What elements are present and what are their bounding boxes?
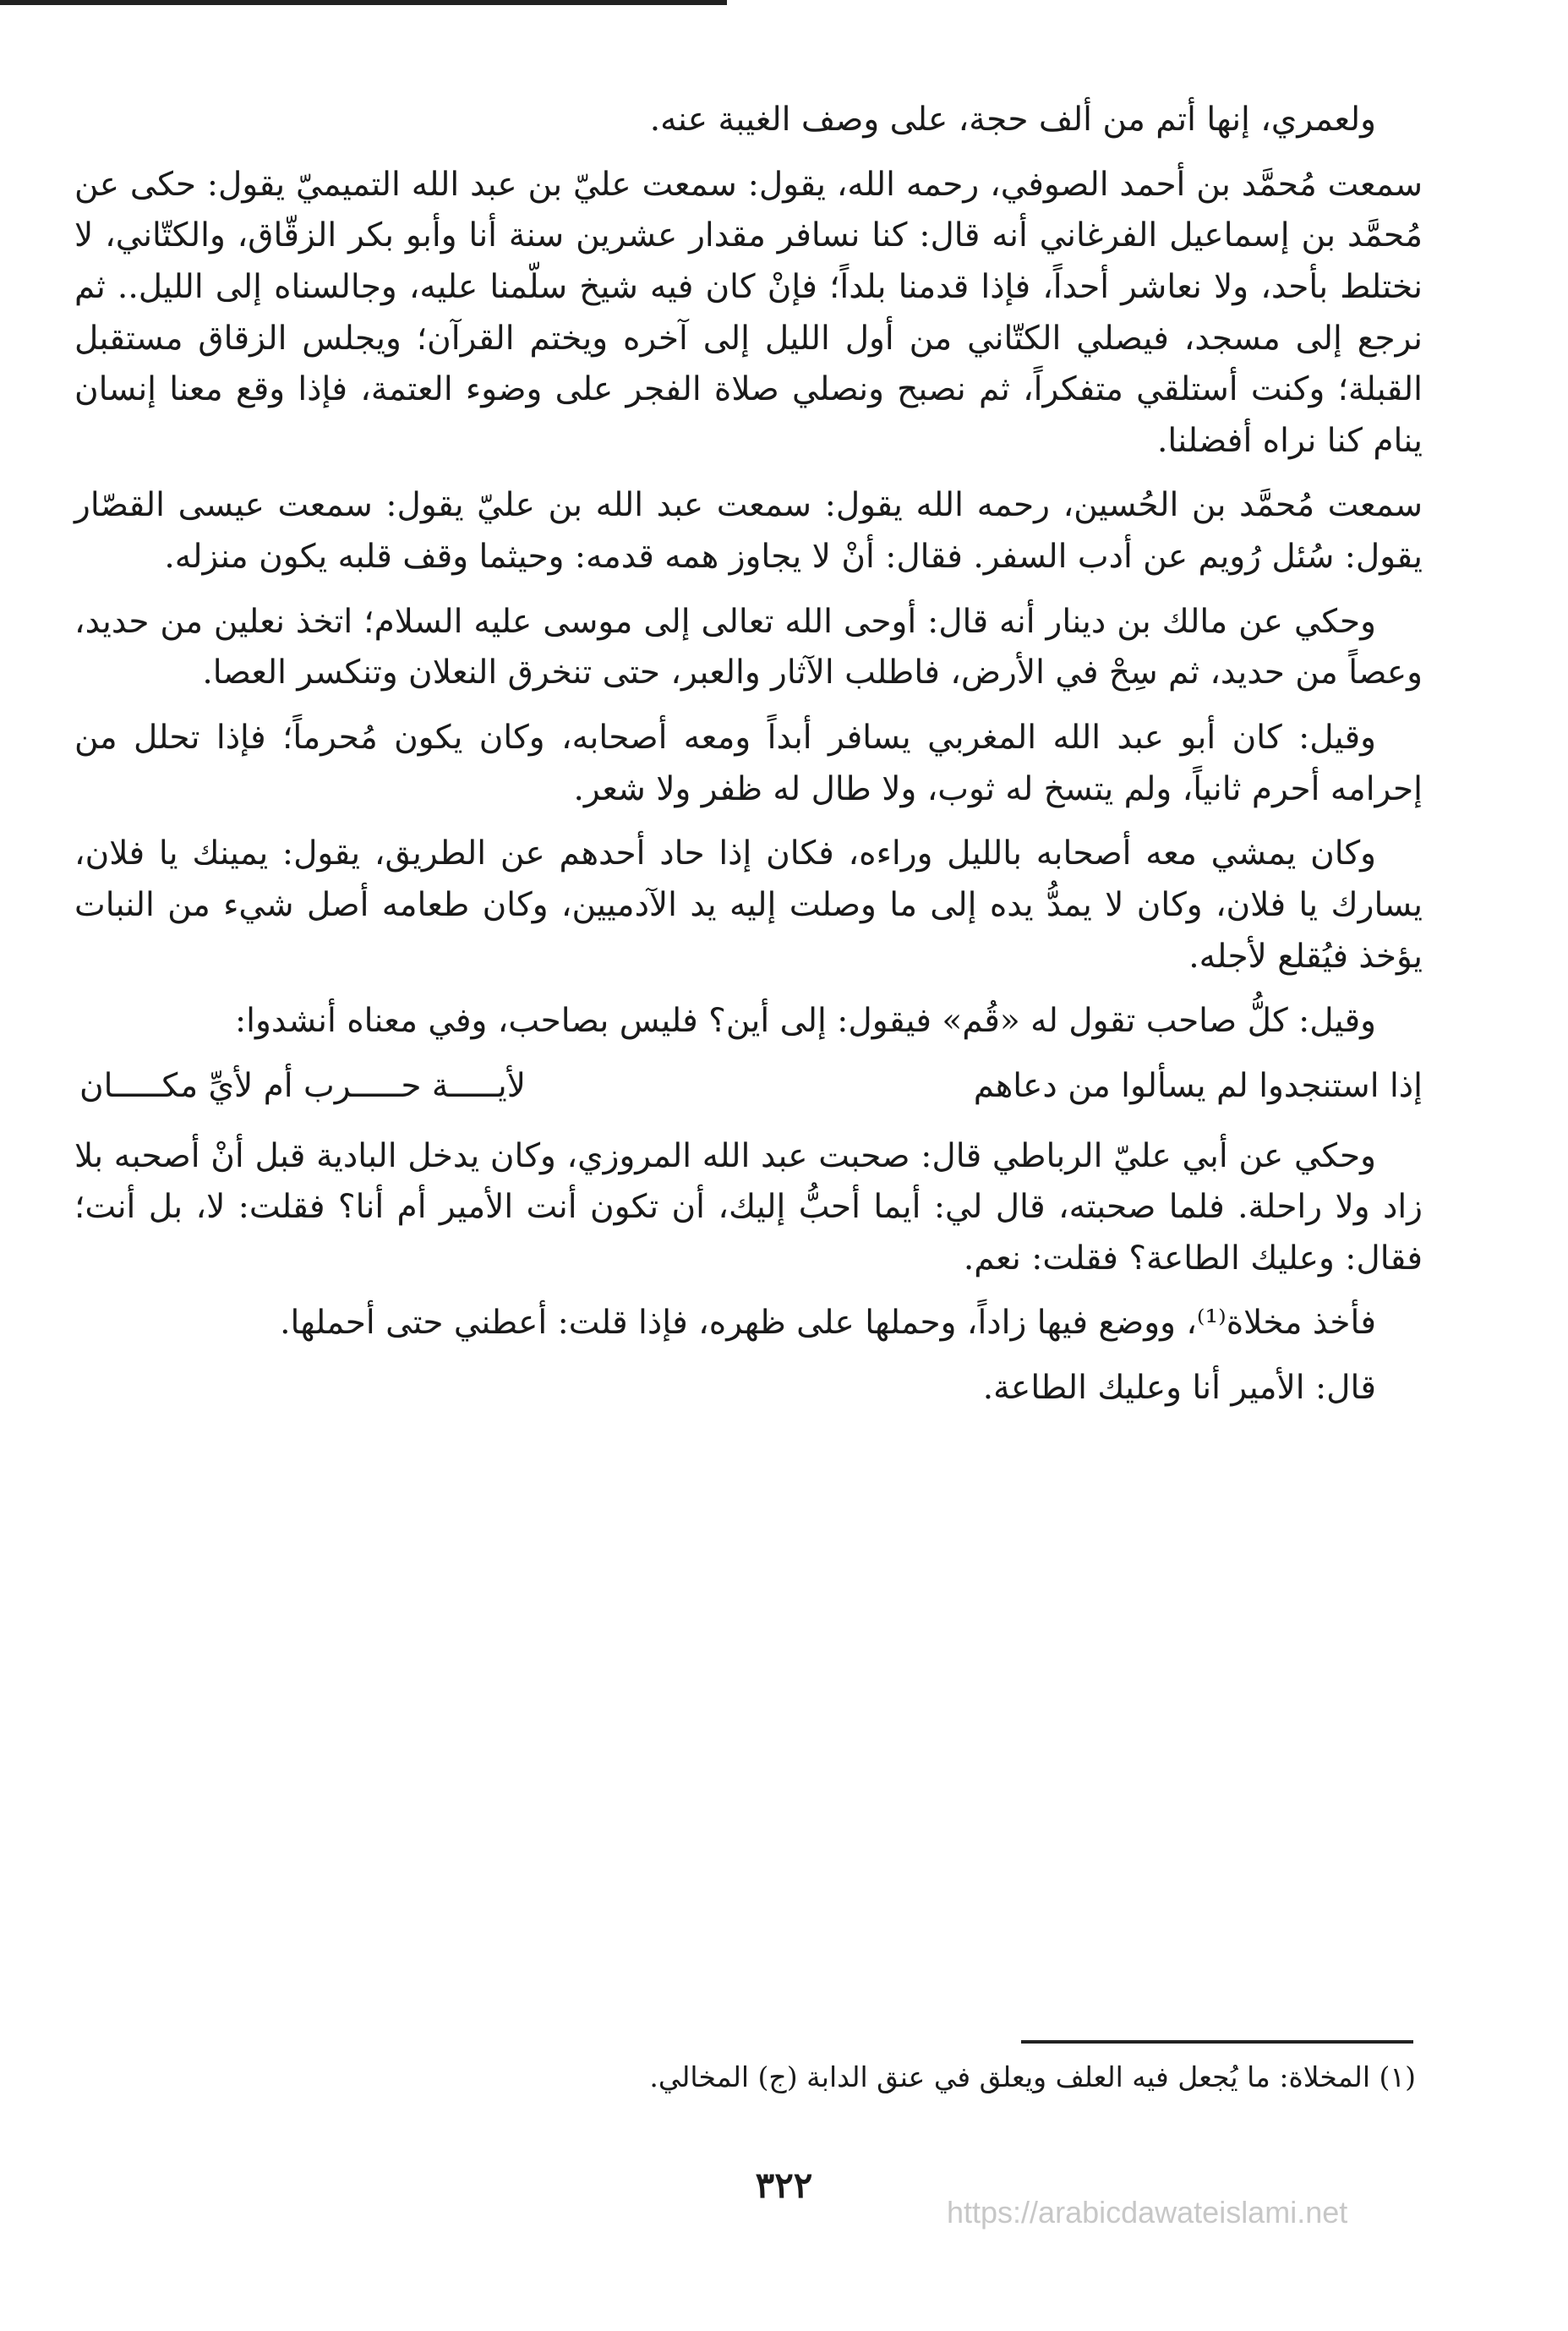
- paragraph-1: ولعمري، إنها أتم من ألف حجة، على وصف الغيبة عنه.: [649, 101, 1376, 139]
- paragraph-4: وحكي عن مالك بن دينار أنه قال: أوحى الله تعالى إلى موسى عليه السلام؛ اتخذ نعلين من حديد، وعصاً من حديد، ثم سِحْ في الأرض، فاطلب الآثار والعبر، حتى تنخرق النعلان وتنكسر العصا.: [74, 602, 1423, 692]
- top-rule: [0, 0, 727, 5]
- paragraph-10: قال: الأمير أنا وعليك الطاعة.: [982, 1369, 1376, 1408]
- paragraph-6: وكان يمشي معه أصحابه بالليل وراءه، فكان إذا حاد أحدهم عن الطريق، يقول: يمينك يا فلان، يسارك يا فلان، وكان لا يمدُّ يده إلى ما وصلت إليه يد الآدميين، وكان طعامه أصل شيء من النبات يؤخذ فيُقلع لأجله.: [74, 834, 1423, 976]
- paragraph-2: سمعت مُحمَّد بن أحمد الصوفي، رحمه الله، يقول: سمعت عليّ بن عبد الله التميميّ يقول: حكى عن مُحمَّد بن إسماعيل الفرغاني أنه قال: كنا نسافر مقدار عشرين سنة أنا وأبو بكر الزقّاق، والكتّاني، لا نختلط بأحد، ولا نعاشر أحداً، فإذا قدمنا بلداً؛ فإنْ كان فيه شيخ سلّمنا عليه، وجالسناه إلى الليل.. ثم نرجع إلى مسجد، فيصلي الكتّاني من أول الليل إلى آخره ويختم القرآن؛ ويجلس الزقاق مستقبل القبلة؛ وكنت أستلقي متفكراً، ثم نصبح ونصلي صلاة الفجر على وضوء العتمة، فإذا وقع معنا إنسان ينام كنا نراه أفضلنا.: [74, 165, 1423, 460]
- verse-second-hemistich: لأيـــــة حـــــرب أم لأيِّ مكـــــان: [79, 1066, 527, 1105]
- footnote: (١) المخلاة: ما يُجعل فيه العلف ويعلق في عنق الدابة (ج) المخالي.: [649, 2060, 1416, 2093]
- paragraph-9: فأخذ مخلاة⁽¹⁾، ووضع فيها زاداً، وحملها على ظهره، فإذا قلت: أعطني حتى أحملها.: [280, 1304, 1376, 1343]
- footnote-separator: [1021, 2040, 1413, 2044]
- verse-first-hemistich: إذا استنجدوا لم يسألوا من دعاهم: [973, 1066, 1423, 1105]
- watermark-url: https://arabicdawateislami.net: [947, 2195, 1348, 2230]
- paragraph-5: وقيل: كان أبو عبد الله المغربي يسافر أبداً ومعه أصحابه، وكان يكون مُحرماً؛ فإذا تحلل من إحرامه أحرم ثانياً، ولم يتسخ له ثوب، ولا طال له ظفر ولا شعر.: [74, 719, 1423, 808]
- paragraph-8: وحكي عن أبي عليّ الرباطي قال: صحبت عبد الله المروزي، وكان يدخل البادية قبل أنْ أصحبه بلا زاد ولا راحلة. فلما صحبته، قال لي: أيما أحبُّ إليك، أن تكون أنت الأمير أم أنا؟ فقلت: لا، بل أنت؛ فقال: وعليك الطاعة؟ فقلت: نعم.: [74, 1136, 1423, 1278]
- poetry-verse: [74, 1061, 1423, 1113]
- page-number: ٣٢٢: [755, 2164, 813, 2206]
- page-body: [74, 95, 1423, 1428]
- paragraph-7: وقيل: كلُّ صاحب تقول له «قُم» فيقول: إلى أين؟ فليس بصاحب، وفي معناه أنشدوا:: [235, 1002, 1376, 1041]
- paragraph-3: سمعت مُحمَّد بن الحُسين، رحمه الله يقول: سمعت عبد الله بن عليّ يقول: سمعت عيسى القصّار يقول: سُئل رُويم عن أدب السفر. فقال: أنْ لا يجاوز همه قدمه: وحيثما وقف قلبه يكون منزله.: [74, 486, 1423, 577]
